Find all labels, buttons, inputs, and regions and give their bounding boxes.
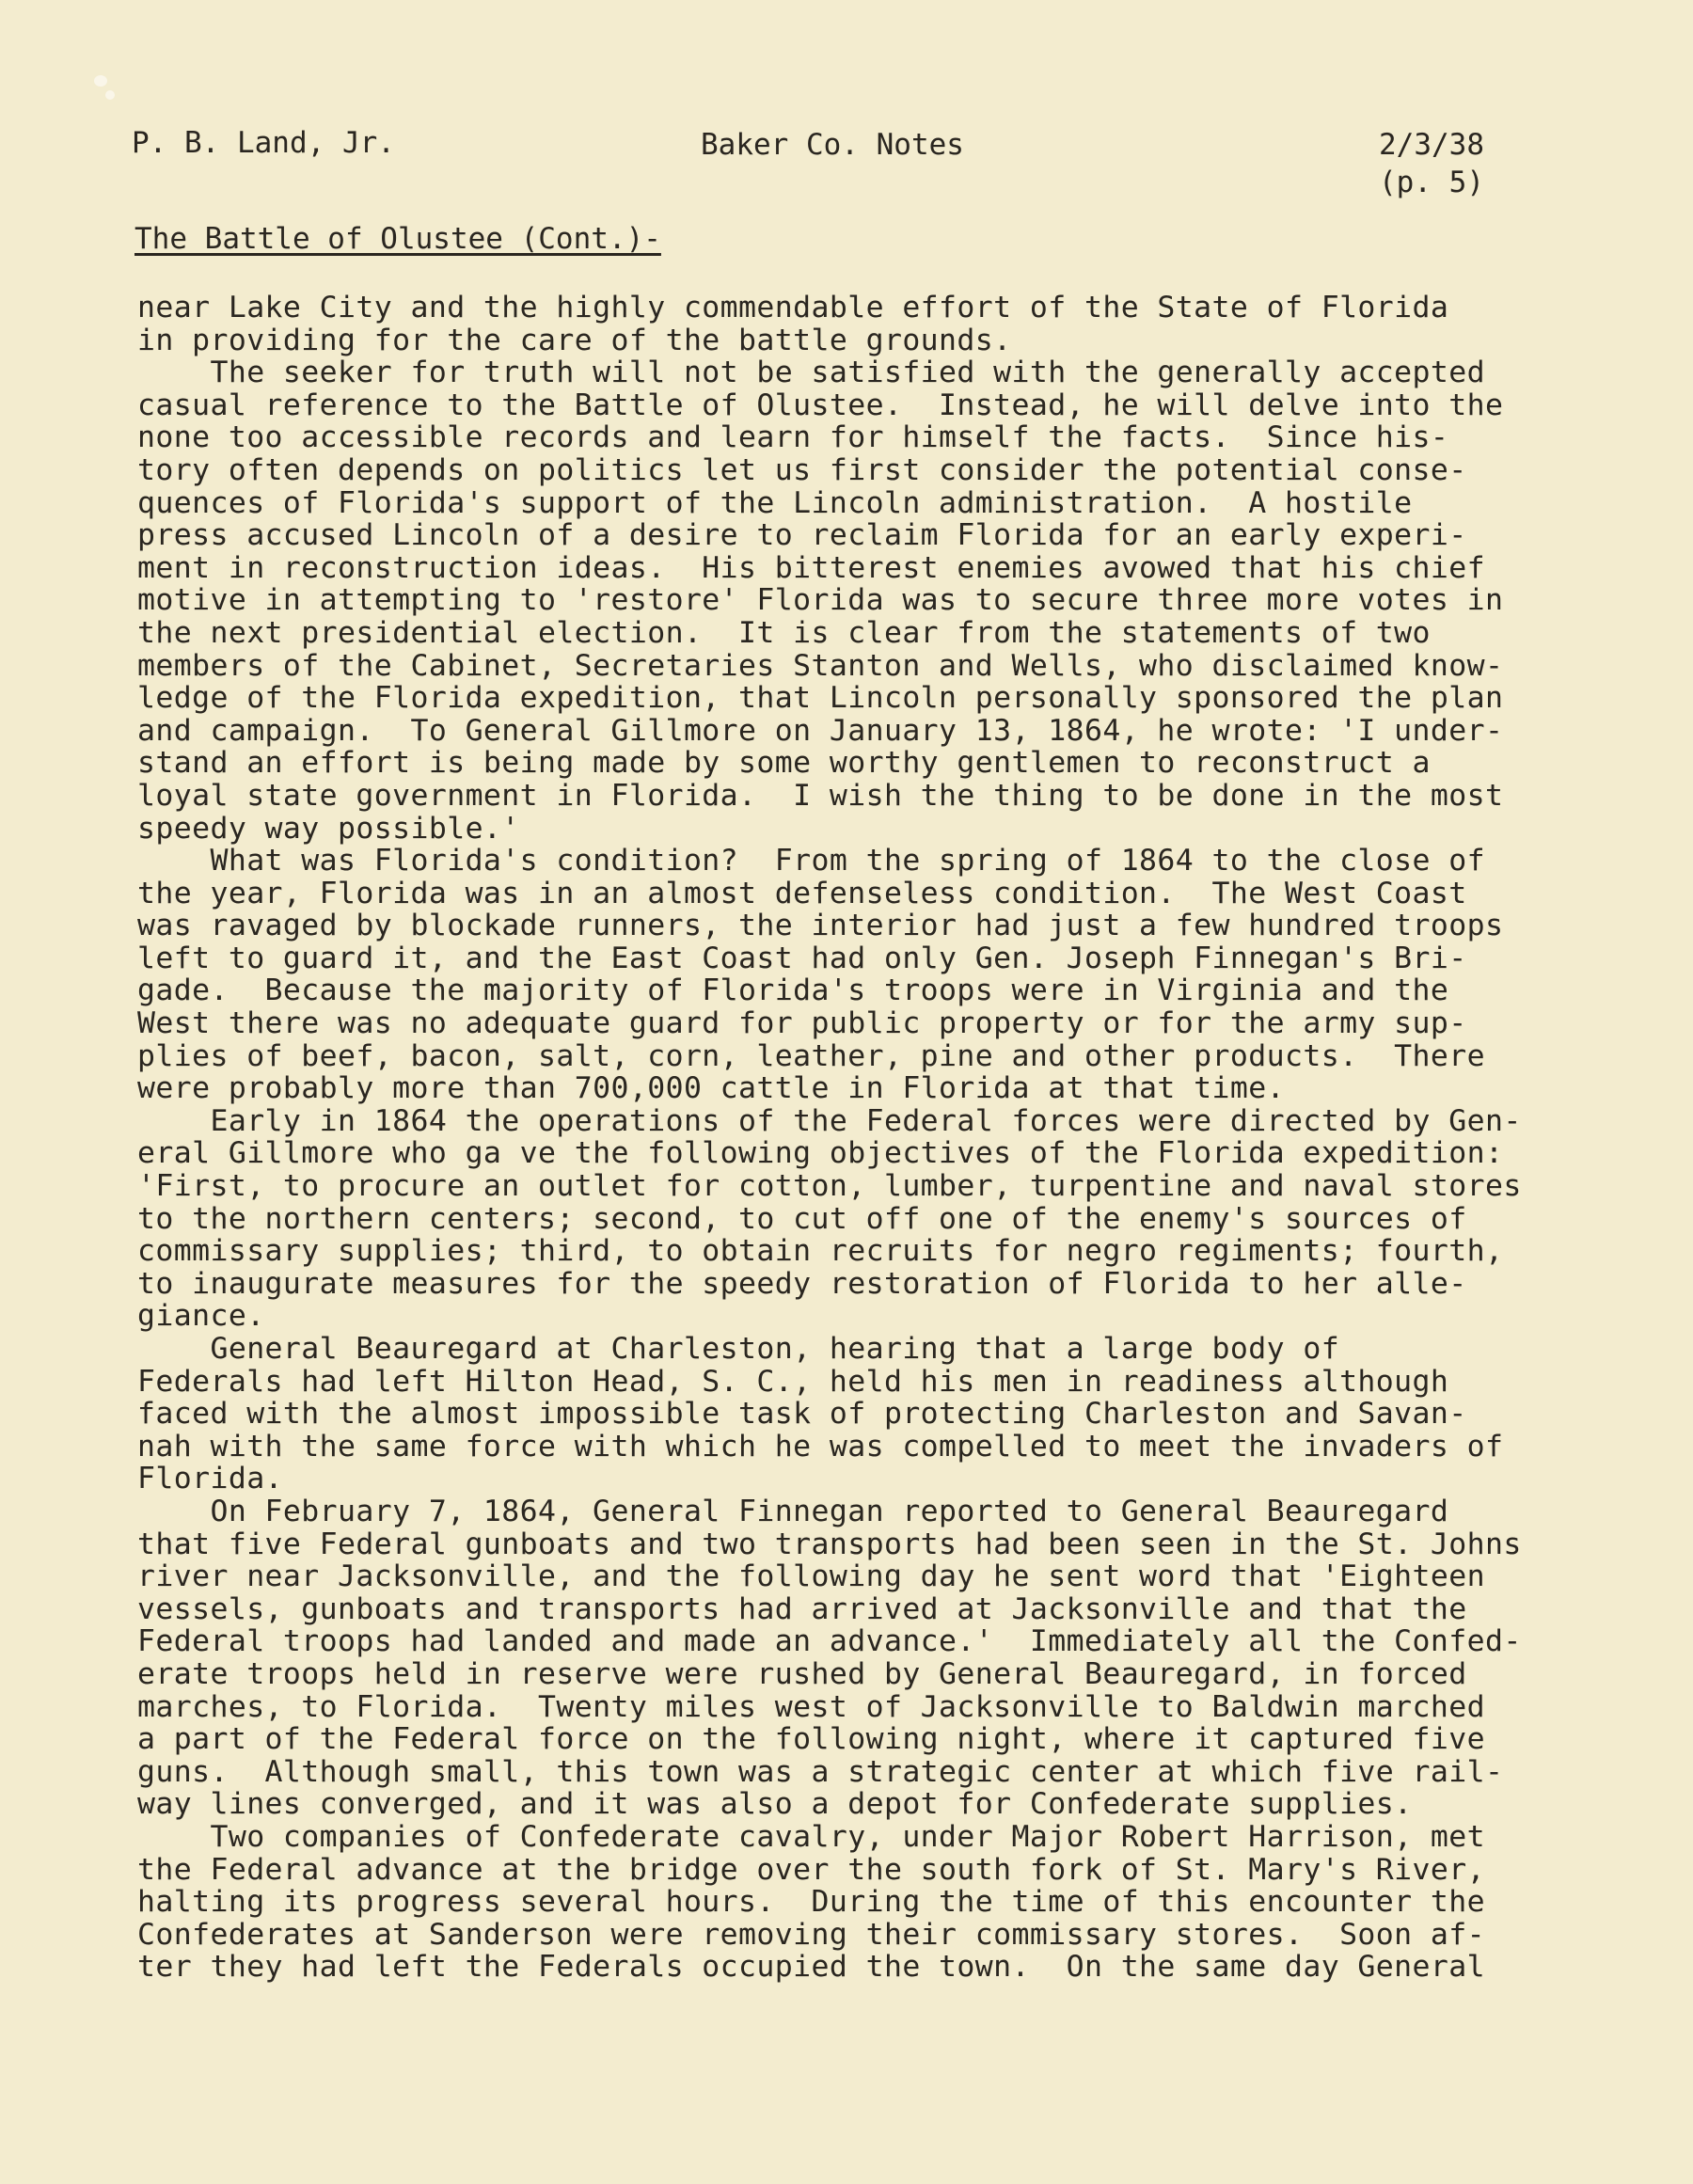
text-line: motive in attempting to 'restore' Florida was to secure three more votes in xyxy=(137,583,1504,618)
text-line: speedy way possible.' xyxy=(137,811,520,846)
text-line: casual reference to the Battle of Olustee. Instead, he will delve into the xyxy=(137,388,1504,422)
body-text xyxy=(137,292,1614,1984)
text-line: the Federal advance at the bridge over the south fork of St. Mary's River, xyxy=(137,1852,1485,1887)
text-line: marches, to Florida. Twenty miles west of Jacksonville to Baldwin marched xyxy=(137,1689,1485,1724)
text-line: were probably more than 700,000 cattle in Florida at that time. xyxy=(137,1071,1285,1106)
text-line: plies of beef, bacon, salt, corn, leather, pine and other products. There xyxy=(137,1038,1485,1073)
text-line: way lines converged, and it was also a depot for Confederate supplies. xyxy=(137,1787,1413,1822)
text-line: What was Florida's condition? From the spring of 1864 to the close of xyxy=(137,844,1485,878)
author-name: P. B. Land, Jr. xyxy=(132,126,395,160)
page-number: (p. 5) xyxy=(1379,166,1484,199)
text-line: West there was no adequate guard for public property or for the army sup- xyxy=(137,1006,1467,1041)
text-line: commissary supplies; third, to obtain recruits for negro regiments; fourth, xyxy=(137,1234,1504,1269)
text-line: ment in reconstruction ideas. His bitterest enemies avowed that his chief xyxy=(137,550,1485,585)
text-line: the year, Florida was in an almost defenseless condition. The West Coast xyxy=(137,876,1467,910)
text-line: to the northern centers; second, to cut off one of the enemy's sources of xyxy=(137,1201,1467,1236)
text-line: On February 7, 1864, General Finnegan reported to General Beauregard xyxy=(137,1494,1449,1528)
text-line: to inaugurate measures for the speedy restoration of Florida to her alle- xyxy=(137,1266,1467,1301)
text-line: Early in 1864 the operations of the Federal forces were directed by Gen- xyxy=(137,1103,1522,1138)
punch-hole-mark xyxy=(94,75,107,87)
text-line: gade. Because the majority of Florida's troops were in Virginia and the xyxy=(137,973,1449,1008)
text-line: Federal troops had landed and made an advance.' Immediately all the Confed- xyxy=(137,1624,1522,1659)
text-line: ter they had left the Federals occupied the town. On the same day General xyxy=(137,1950,1485,1985)
text-line: was ravaged by blockade runners, the interior had just a few hundred troops xyxy=(137,909,1504,943)
text-line: erate troops held in reserve were rushed by General Beauregard, in forced xyxy=(137,1656,1467,1691)
text-line: nah with the same force with which he was compelled to meet the invaders of xyxy=(137,1429,1504,1464)
text-line: guns. Although small, this town was a strategic center at which five rail- xyxy=(137,1754,1504,1789)
document-date: 2/3/38 xyxy=(1379,128,1484,162)
text-line: near Lake City and the highly commendable effort of the State of Florida xyxy=(137,291,1449,324)
text-line: and campaign. To General Gillmore on January 13, 1864, he wrote: 'I under- xyxy=(137,713,1504,748)
section-title: The Battle of Olustee (Cont.)- xyxy=(134,222,661,256)
text-line: stand an effort is being made by some worthy gentlemen to reconstruct a xyxy=(137,746,1431,781)
text-line: press accused Lincoln of a desire to reclaim Florida for an early experi- xyxy=(137,518,1467,553)
text-line: none too accessible records and learn for himself the facts. Since his- xyxy=(137,420,1449,455)
text-line: faced with the almost impossible task of protecting Charleston and Savan- xyxy=(137,1397,1467,1432)
text-line: the next presidential election. It is clear from the statements of two xyxy=(137,615,1431,650)
text-line: eral Gillmore who ga ve the following objectives of the Florida expedition: xyxy=(137,1136,1504,1171)
text-line: river near Jacksonville, and the following day he sent word that 'Eighteen xyxy=(137,1559,1485,1594)
text-line: 'First, to procure an outlet for cotton, lumber, turpentine and naval stores xyxy=(137,1169,1522,1204)
text-line: members of the Cabinet, Secretaries Stanton and Wells, who disclaimed know- xyxy=(137,648,1504,683)
text-line: The seeker for truth will not be satisfied with the generally accepted xyxy=(137,356,1485,390)
document-title: Baker Co. Notes xyxy=(701,128,964,162)
text-line: in providing for the care of the battle grounds. xyxy=(137,323,1012,357)
text-line: giance. xyxy=(137,1299,265,1334)
text-line: that five Federal gunboats and two transports had been seen in the St. Johns xyxy=(137,1527,1522,1561)
text-line: Federals had left Hilton Head, S. C., held his men in readiness although xyxy=(137,1364,1449,1399)
text-line: halting its progress several hours. During the time of this encounter the xyxy=(137,1885,1485,1920)
text-line: a part of the Federal force on the following night, where it captured five xyxy=(137,1722,1485,1757)
text-line: ledge of the Florida expedition, that Lincoln personally sponsored the plan xyxy=(137,681,1504,716)
text-line: left to guard it, and the East Coast had only Gen. Joseph Finnegan's Bri- xyxy=(137,941,1467,975)
text-line: Two companies of Confederate cavalry, under Major Robert Harrison, met xyxy=(137,1819,1485,1854)
text-line: tory often depends on politics let us first consider the potential conse- xyxy=(137,452,1467,487)
text-line: General Beauregard at Charleston, hearing that a large body of xyxy=(137,1332,1340,1366)
text-line: Confederates at Sanderson were removing their commissary stores. Soon af- xyxy=(137,1917,1485,1952)
punch-hole-mark xyxy=(105,90,115,100)
text-line: loyal state government in Florida. I wish the thing to be done in the most xyxy=(137,778,1504,813)
text-line: vessels, gunboats and transports had arrived at Jacksonville and that the xyxy=(137,1591,1467,1626)
text-line: quences of Florida's support of the Lincoln administration. A hostile xyxy=(137,485,1413,520)
text-line: Florida. xyxy=(137,1462,283,1496)
